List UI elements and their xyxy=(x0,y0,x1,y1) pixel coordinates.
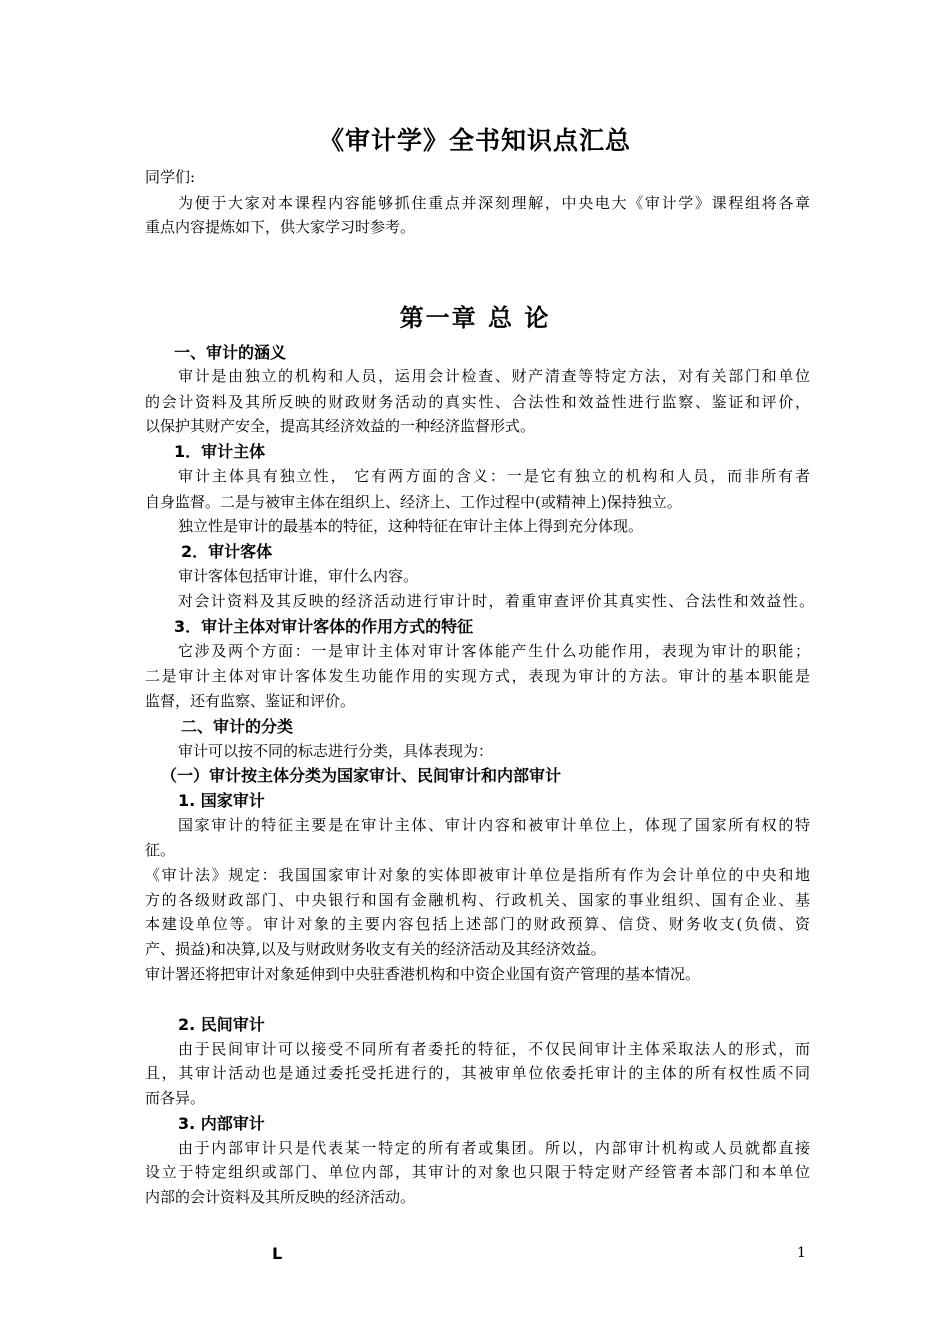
paragraph-line: 而各异。 xyxy=(145,1089,206,1107)
footer-mark: L xyxy=(272,1244,283,1263)
paragraph-line: 审计是由独立的机构和人员，运用会计检查、财产清查等特定方法，对有关部门和单位 xyxy=(178,367,810,385)
paragraph-line: 设立于特定组织或部门、单位内部，其审计的对象也只限于特定财产经管者本部门和本单位 xyxy=(145,1163,810,1181)
paragraph-line: 它涉及两个方面：一是审计主体对审计客体能产生什么功能作用，表现为审计的职能； xyxy=(178,642,810,660)
page-number: 1 xyxy=(797,1245,806,1261)
paragraph-line: 以保护其财产安全，提高其经济效益的一种经济监督形式。 xyxy=(145,417,536,435)
paragraph-line: 的会计资料及其所反映的财政财务活动的真实性、合法性和效益性进行监察、鉴证和评价， xyxy=(145,393,810,411)
section-1-heading: 一、审计的涵义 xyxy=(174,343,287,362)
subsection-2-a1-heading: 1. 国家审计 xyxy=(178,791,265,810)
paragraph-line: 内部的会计资料及其所反映的经济活动。 xyxy=(145,1188,416,1206)
paragraph-line: 由于民间审计可以接受不同所有者委托的特征，不仅民间审计主体采取法人的形式，而 xyxy=(178,1040,810,1058)
paragraph-line: 国家审计的特征主要是在审计主体、审计内容和被审计单位上，体现了国家所有权的特 xyxy=(178,816,810,834)
paragraph-line: 由于内部审计只是代表某一特定的所有者或集团。所以，内部审计机构或人员就都直接 xyxy=(178,1139,810,1157)
paragraph-line: 审计客体包括审计谁，审什么内容。 xyxy=(178,567,419,585)
paragraph-line: 对会计资料及其反映的经济活动进行审计时，着重审查评价其真实性、合法性和效益性。 xyxy=(178,592,814,610)
intro-line-2: 重点内容提炼如下，供大家学习时参考。 xyxy=(145,218,416,236)
subsection-1-1-heading: 1．审计主体 xyxy=(174,442,266,461)
paragraph-line: 产、损益)和决算,以及与财政财务收支有关的经济活动及其经济效益。 xyxy=(145,940,606,958)
paragraph-line: 二是审计主体对审计客体发生功能作用的实现方式，表现为审计的方法。审计的基本职能是 xyxy=(145,667,810,685)
paragraph-line: 独立性是审计的最基本的特征，这种特征在审计主体上得到充分体现。 xyxy=(178,517,644,535)
paragraph-line: 本建设单位等。审计对象的主要内容包括上述部门的财政预算、信贷、财务收支(负债、资 xyxy=(145,915,810,933)
paragraph-line: 征。 xyxy=(145,841,176,859)
intro-line-1: 为便于大家对本课程内容能够抓住重点并深刻理解，中央电大《审计学》课程组将各章 xyxy=(178,194,810,212)
paragraph-line: 监督，还有监察、鉴证和评价。 xyxy=(145,692,356,710)
section-2-heading: 二、审计的分类 xyxy=(181,717,294,736)
paragraph-line: 审计可以按不同的标志进行分类，具体表现为： xyxy=(178,742,494,760)
paragraph-line: 方的各级财政部门、中央银行和国有金融机构、行政机关、国家的事业组织、国有企业、基 xyxy=(145,891,810,909)
subsection-1-3-heading: 3．审计主体对审计客体的作用方式的特征 xyxy=(174,617,474,636)
paragraph-line: 审计署还将把审计对象延伸到中央驻香港机构和中资企业国有资产管理的基本情况。 xyxy=(145,965,701,983)
paragraph-line: 自身监督。二是与被审主体在组织上、经济上、工作过程中(或精神上)保持独立。 xyxy=(145,493,682,511)
subsection-2-a3-heading: 3. 内部审计 xyxy=(178,1114,265,1133)
subsection-1-2-heading: 2．审计客体 xyxy=(181,542,273,561)
greeting: 同学们: xyxy=(145,168,196,186)
chapter-title: 第一章 总 论 xyxy=(399,304,551,332)
paragraph-line: 且，其审计活动也是通过委托受托进行的，其被审单位依委托审计的主体的所有权性质不同 xyxy=(145,1064,810,1082)
subsection-2-a2-heading: 2. 民间审计 xyxy=(178,1015,265,1034)
paragraph-line: 审计主体具有独立性， 它有两方面的含义：一是它有独立的机构和人员，而非所有者 xyxy=(178,467,810,485)
subsection-2-a-heading: （一）审计按主体分类为国家审计、民间审计和内部审计 xyxy=(161,766,562,785)
document-title: 《审计学》全书知识点汇总 xyxy=(318,126,631,155)
paragraph-line: 《审计法》规定：我国国家审计对象的实体即被审计单位是指所有作为会计单位的中央和地 xyxy=(145,866,810,884)
